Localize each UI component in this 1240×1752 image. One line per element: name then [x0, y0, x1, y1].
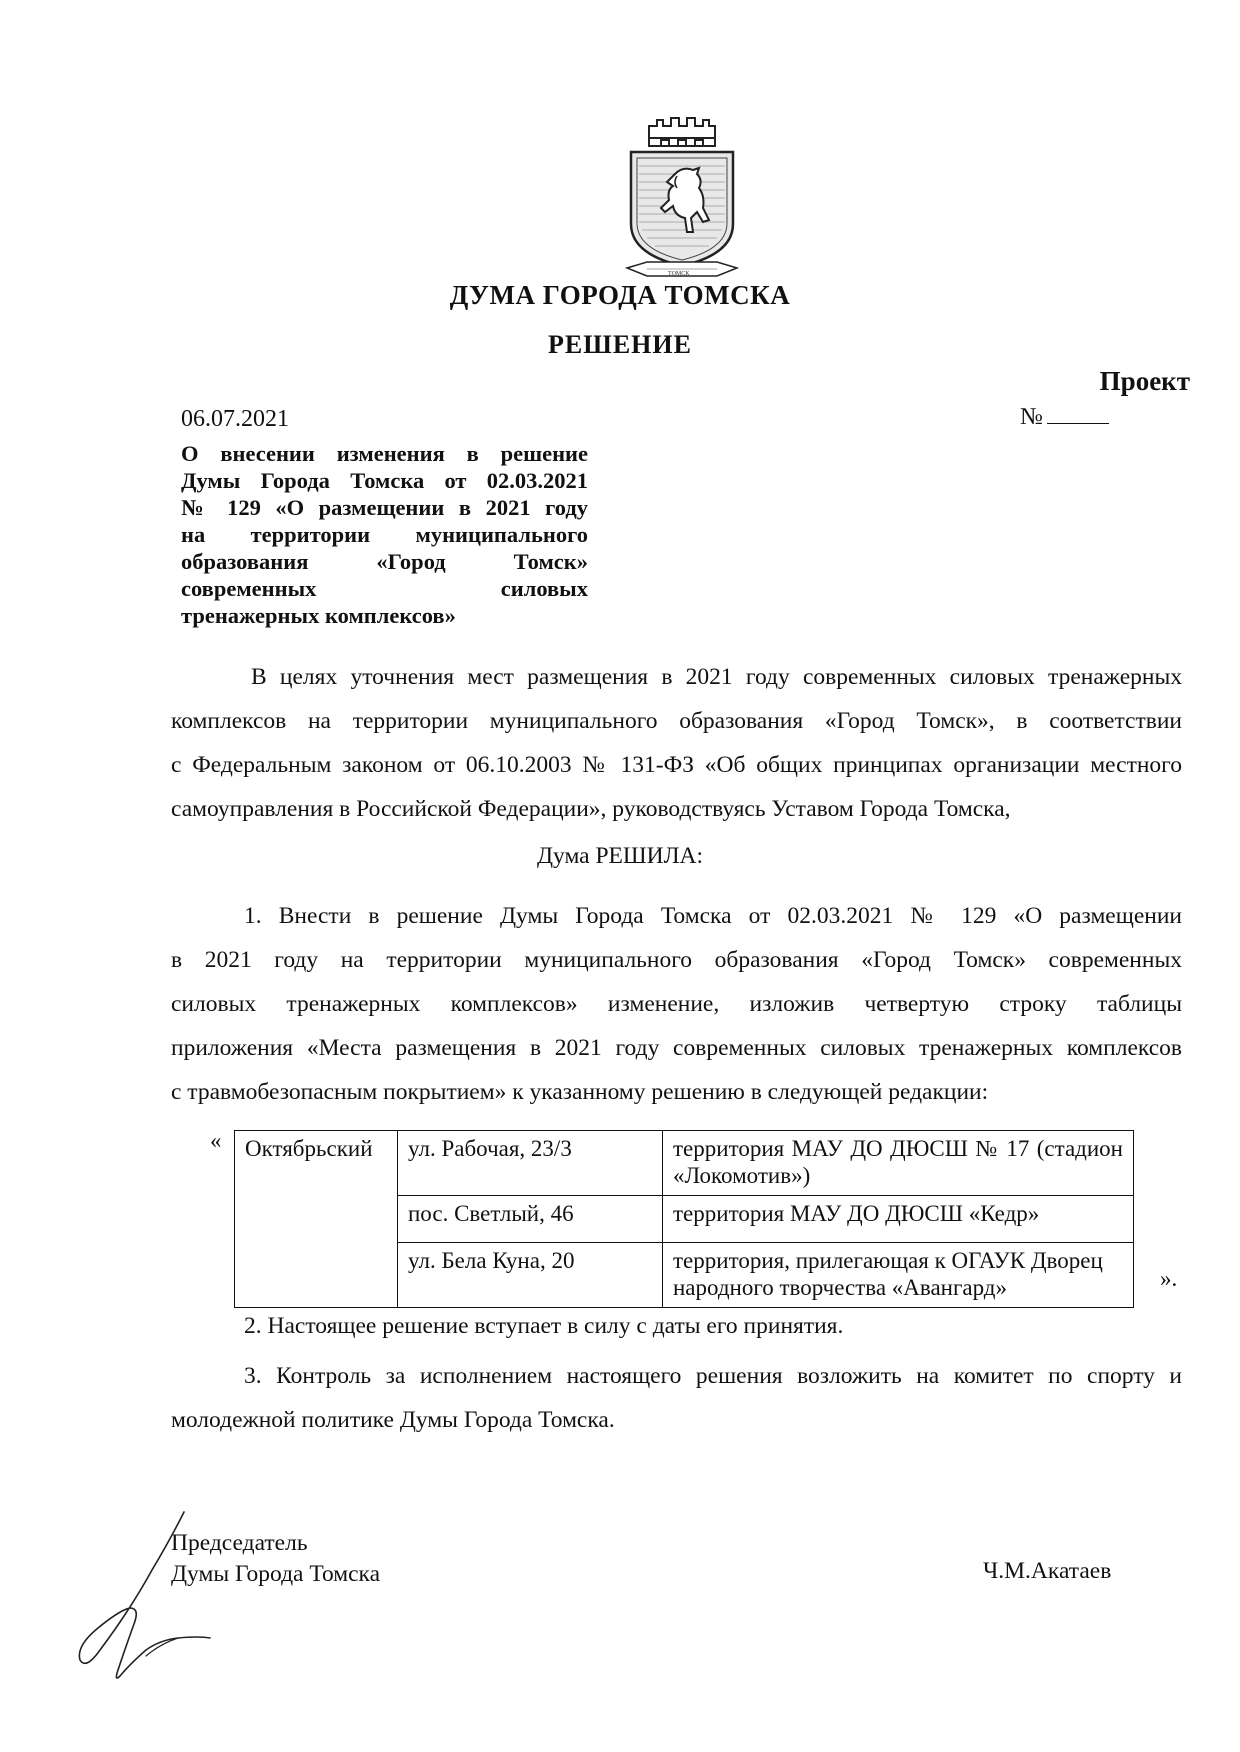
- place-cell: территория, прилегающая к ОГАУК Дворец народного творчества «Авангард»: [663, 1243, 1134, 1308]
- item-1-line: 1. Внести в решение Думы Города Томска от 02.03.2021 № 129 «О размещении: [244, 903, 1182, 929]
- subject-line: О внесении изменения в решение: [181, 441, 588, 466]
- district-cell: Октябрьский: [235, 1131, 398, 1308]
- number-sign: №: [1020, 404, 1043, 430]
- emblem-ribbon-text: ТОМСК: [668, 271, 690, 277]
- subject-line: на территории муниципального: [181, 522, 588, 547]
- item-3-line: молодежной политике Думы Города Томска.: [171, 1407, 615, 1433]
- item-1-line: силовых тренажерных комплексов» изменение, изложив четвертую строку таблицы: [171, 991, 1182, 1017]
- quote-open: «: [210, 1128, 222, 1153]
- item-1-line: в 2021 году на территории муниципального образования «Город Томск» современных: [171, 947, 1182, 973]
- signatory-name: Ч.М.Акатаев: [983, 1558, 1112, 1584]
- document-number: [1020, 404, 1109, 431]
- document-subject: [181, 440, 588, 629]
- number-blank-line: [1047, 405, 1109, 424]
- subject-line: образования «Город Томск»: [181, 549, 588, 574]
- organization-name: ДУМА ГОРОДА ТОМСКА: [449, 280, 791, 310]
- document-type-title: РЕШЕНИЕ: [548, 330, 692, 359]
- subject-line: тренажерных комплексов»: [181, 603, 456, 628]
- signatory-title-line: Думы Города Томска: [171, 1561, 381, 1587]
- handwritten-signature: [60, 1500, 220, 1700]
- item-3-paragraph: [171, 1354, 1182, 1442]
- preamble-line: с Федеральным законом от 06.10.2003 № 131-ФЗ «Об общих принципах организации местного: [171, 752, 1182, 778]
- preamble-line: В целях уточнения мест размещения в 2021 году современных силовых тренажерных: [251, 664, 1182, 690]
- draft-status-label: Проект: [1099, 366, 1190, 396]
- table-row: [235, 1131, 1134, 1196]
- city-coat-of-arms-emblem: [617, 116, 747, 282]
- address-cell: пос. Светлый, 46: [398, 1196, 663, 1243]
- quote-close: ».: [1160, 1266, 1178, 1291]
- resolution-heading: Дума РЕШИЛА:: [536, 843, 704, 869]
- preamble-line: комплексов на территории муниципального образования «Город Томск», в соответствии: [171, 708, 1182, 734]
- item-1-paragraph: [171, 894, 1182, 1114]
- preamble-line: самоуправления в Российской Федерации», руководствуясь Уставом Города Томска,: [171, 796, 1011, 822]
- item-3-line: 3. Контроль за исполнением настоящего решения возложить на комитет по спорту и: [244, 1363, 1182, 1389]
- signatory-title-line: Председатель: [171, 1530, 308, 1556]
- subject-line: современных силовых: [181, 576, 588, 601]
- preamble-paragraph: [171, 655, 1182, 831]
- place-cell: территория МАУ ДО ДЮСШ «Кедр»: [663, 1196, 1134, 1243]
- locations-table: [234, 1130, 1134, 1308]
- address-cell: ул. Рабочая, 23/3: [398, 1131, 663, 1196]
- item-2-paragraph: 2. Настоящее решение вступает в силу с даты его принятия.: [244, 1313, 844, 1339]
- place-cell: территория МАУ ДО ДЮСШ № 17 (стадион «Локомотив»): [663, 1131, 1134, 1196]
- address-cell: ул. Бела Куна, 20: [398, 1243, 663, 1308]
- document-date: 06.07.2021: [181, 406, 289, 432]
- item-1-line: с травмобезопасным покрытием» к указанному решению в следующей редакции:: [171, 1079, 989, 1105]
- subject-line: № 129 «О размещении в 2021 году: [181, 495, 588, 520]
- item-1-line: приложения «Места размещения в 2021 году современных силовых тренажерных комплексов: [171, 1035, 1182, 1061]
- subject-line: Думы Города Томска от 02.03.2021: [181, 468, 588, 493]
